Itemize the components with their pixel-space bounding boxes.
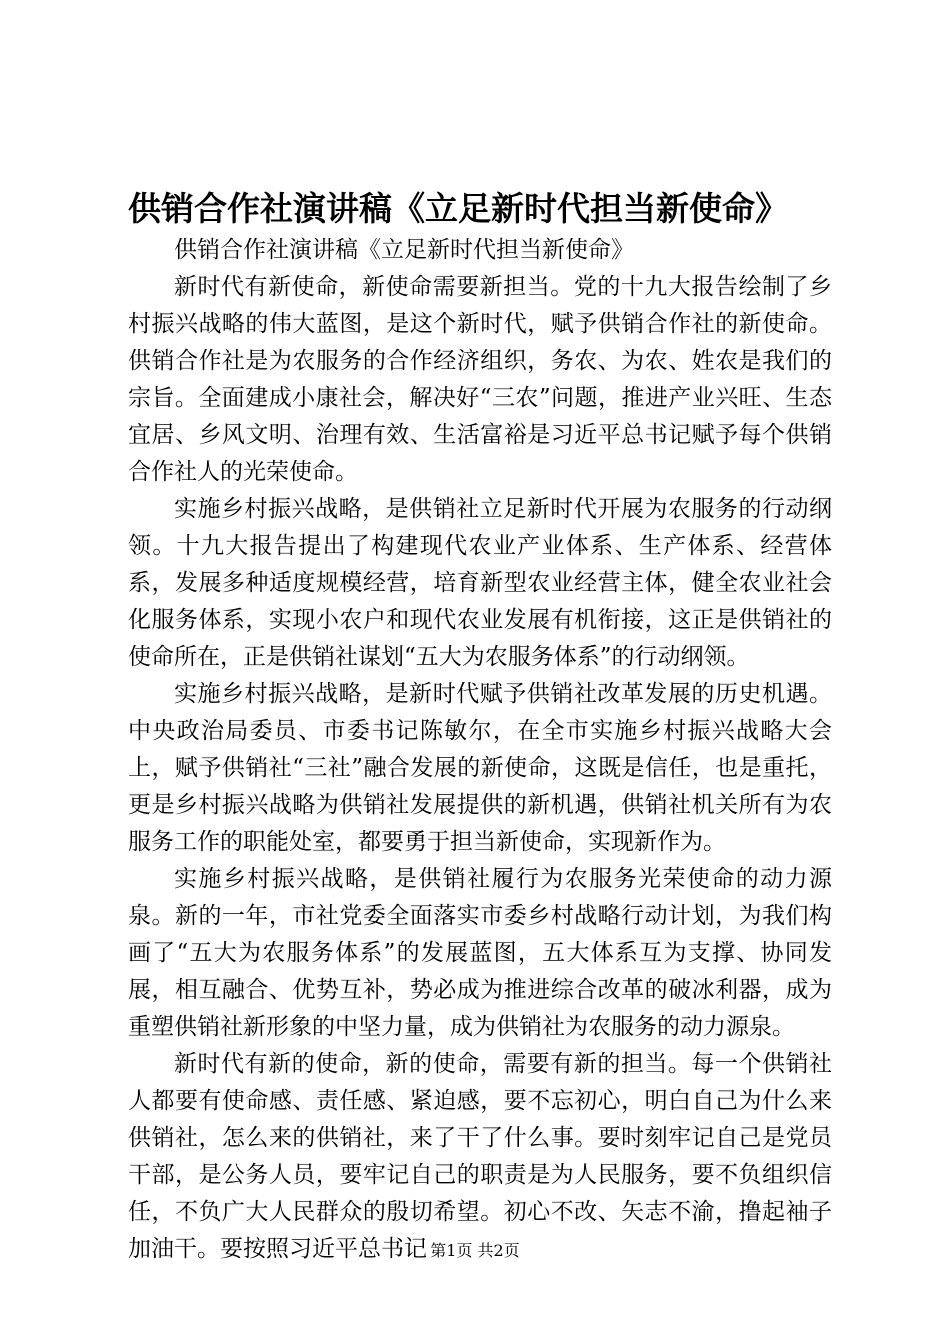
paragraph: 实施乡村振兴战略，是新时代赋予供销社改革发展的历史机遇。中央政治局委员、市委书记陈敏尔，在全市实施乡村振兴战略大会上，赋予供销社“三社”融合发展的新使命，这既是信任，也是重托，更是乡村振兴战略为供销社发展提供的新机遇，供销社机关所有为农服务工作的职能处室，都要勇于担当新使命，实现新作为。: [128, 681, 832, 855]
paragraph: 新时代有新使命，新使命需要新担当。党的十九大报告绘制了乡村振兴战略的伟大蓝图，是这个新时代，赋予供销合作社的新使命。供销合作社是为农服务的合作经济组织，务农、为农、姓农是我们的宗旨。全面建成小康社会，解决好“三农”问题，推进产业兴旺、生态宜居、乡风文明、治理有效、生活富裕是习近平总书记赋予每个供销合作社人的光荣使命。: [128, 274, 832, 485]
paragraph: 实施乡村振兴战略，是供销社立足新时代开展为农服务的行动纲领。十九大报告提出了构建现代农业产业体系、生产体系、经营体系，发展多种适度规模经营，培育新型农业经营主体，健全农业社会化服务体系，实现小农户和现代农业发展有机衔接，这正是供销社的使命所在，正是供销社谋划“五大为农服务体系”的行动纲领。: [128, 496, 832, 670]
page-number-footer: 第1页 共2页: [430, 1241, 520, 1260]
document-title: 供销合作社演讲稿《立足新时代担当新使命》: [128, 189, 788, 228]
paragraph-subtitle: 供销合作社演讲稿《立足新时代担当新使命》: [174, 237, 634, 263]
document-body: [128, 232, 832, 1268]
paragraph: 新时代有新的使命，新的使命，需要有新的担当。每一个供销社人都要有使命感、责任感、紧迫感，要不忘初心，明白自己为什么来供销社，怎么来的供销社，来了干了什么事。要时刻牢记自己是党员干部，是公务人员，要牢记自己的职责是为人民服务，要不负组织信任，不负广大人民群众的殷切希望。初心不改、矢志不渝，撸起袖子加油干。要按照习近平总书记: [128, 1051, 832, 1262]
paragraph: 实施乡村振兴战略，是供销社履行为农服务光荣使命的动力源泉。新的一年，市社党委全面落实市委乡村战略行动计划，为我们构画了“五大为农服务体系”的发展蓝图，五大体系互为支撑、协同发展，相互融合、优势互补，势必成为推进综合改革的破冰利器，成为重塑供销社新形象的中坚力量，成为供销社为农服务的动力源泉。: [128, 866, 832, 1040]
